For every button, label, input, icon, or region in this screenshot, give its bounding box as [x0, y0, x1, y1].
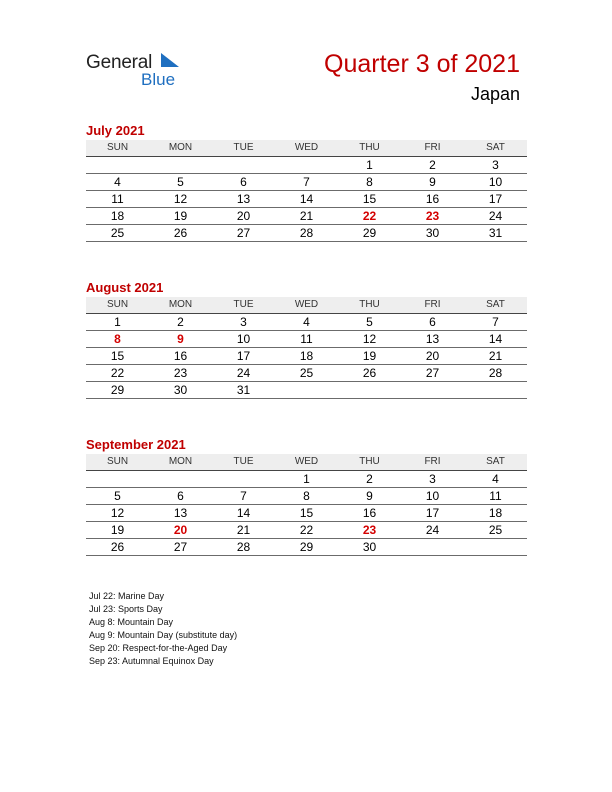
day-cell: [464, 382, 527, 398]
day-cell: 23: [173, 366, 188, 380]
day-cell: 14: [236, 506, 251, 520]
holiday-day-cell: 22: [362, 209, 377, 223]
weekday-header-row: [86, 297, 527, 314]
weekday-label: WED: [294, 142, 319, 153]
month-title: August 2021: [86, 280, 164, 295]
day-cell: 28: [236, 540, 251, 554]
day-cell: 29: [362, 226, 377, 240]
day-cell: 13: [173, 506, 188, 520]
holiday-note: Aug 8: Mountain Day: [89, 617, 174, 627]
day-cell: 16: [173, 349, 188, 363]
day-cell: 24: [488, 209, 503, 223]
day-cell: 12: [110, 506, 125, 520]
weekday-header-row: [86, 140, 527, 157]
day-cell: 15: [110, 349, 125, 363]
day-cell: 6: [240, 175, 247, 189]
day-cell: 17: [425, 506, 440, 520]
week-row: [86, 174, 527, 191]
day-cell: 9: [429, 175, 436, 189]
month-august: [86, 280, 527, 399]
day-cell: 7: [303, 175, 310, 189]
day-cell: 30: [425, 226, 440, 240]
day-cell: [275, 157, 338, 173]
week-row: [86, 522, 527, 539]
week-row: [86, 471, 527, 488]
brand-name-blue: Blue: [141, 70, 176, 89]
holiday-day-cell: 20: [173, 523, 188, 537]
day-cell: 19: [173, 209, 188, 223]
day-cell: 28: [299, 226, 314, 240]
day-cell: 7: [240, 489, 247, 503]
weekday-label: MON: [168, 456, 193, 467]
day-cell: 29: [110, 383, 125, 397]
weekday-label: FRI: [424, 142, 441, 153]
day-cell: 7: [492, 315, 499, 329]
day-cell: 31: [488, 226, 503, 240]
week-row: [86, 505, 527, 522]
weekday-label: MON: [168, 299, 193, 310]
day-cell: 13: [425, 332, 440, 346]
day-cell: 31: [236, 383, 251, 397]
day-cell: 25: [110, 226, 125, 240]
day-cell: 4: [303, 315, 310, 329]
weekday-label: WED: [294, 299, 319, 310]
day-cell: 29: [299, 540, 314, 554]
week-row: [86, 365, 527, 382]
month-title: July 2021: [86, 123, 145, 138]
day-cell: 10: [425, 489, 440, 503]
day-cell: 5: [366, 315, 373, 329]
day-cell: 14: [488, 332, 503, 346]
weekday-label: FRI: [424, 456, 441, 467]
day-cell: 16: [362, 506, 377, 520]
day-cell: 2: [429, 158, 436, 172]
day-cell: 30: [362, 540, 377, 554]
day-cell: 12: [173, 192, 188, 206]
day-cell: [212, 157, 275, 173]
day-cell: 21: [488, 349, 503, 363]
day-cell: 17: [488, 192, 503, 206]
day-cell: 8: [303, 489, 310, 503]
day-cell: 1: [114, 315, 121, 329]
day-cell: 28: [488, 366, 503, 380]
day-cell: 8: [366, 175, 373, 189]
holiday-note: Jul 23: Sports Day: [89, 604, 163, 614]
week-row: [86, 314, 527, 331]
day-cell: 11: [489, 489, 502, 503]
week-row: [86, 539, 527, 556]
day-cell: 6: [429, 315, 436, 329]
day-cell: 27: [236, 226, 251, 240]
week-row: [86, 157, 527, 174]
day-cell: 21: [299, 209, 314, 223]
day-cell: 1: [366, 158, 373, 172]
day-cell: 11: [300, 332, 313, 346]
holiday-day-cell: 23: [362, 523, 377, 537]
day-cell: 18: [488, 506, 503, 520]
day-cell: 21: [236, 523, 251, 537]
weekday-label: SAT: [486, 456, 505, 467]
day-cell: 17: [236, 349, 251, 363]
day-cell: 10: [488, 175, 503, 189]
day-cell: 2: [177, 315, 184, 329]
day-cell: 27: [173, 540, 188, 554]
weekday-label: TUE: [233, 142, 254, 153]
weekday-label: SUN: [106, 299, 129, 310]
weekday-label: SAT: [486, 299, 505, 310]
day-cell: 26: [110, 540, 125, 554]
weekday-label: MON: [168, 142, 193, 153]
weekday-label: THU: [359, 299, 380, 310]
weekday-label: TUE: [233, 299, 254, 310]
day-cell: 14: [299, 192, 314, 206]
week-row: [86, 348, 527, 365]
day-cell: 3: [240, 315, 247, 329]
day-cell: 4: [114, 175, 121, 189]
day-cell: 3: [429, 472, 436, 486]
brand-logo: [86, 50, 196, 90]
day-cell: 11: [111, 192, 124, 206]
day-cell: 24: [425, 523, 440, 537]
weekday-label: SAT: [486, 142, 505, 153]
day-cell: 3: [492, 158, 499, 172]
day-cell: 26: [173, 226, 188, 240]
brand-name-general: General: [86, 52, 153, 73]
day-cell: 30: [173, 383, 188, 397]
day-cell: [464, 539, 527, 555]
weekday-header-row: [86, 454, 527, 471]
day-cell: 27: [425, 366, 440, 380]
day-cell: 6: [177, 489, 184, 503]
week-row: [86, 331, 527, 348]
week-row: [86, 382, 527, 399]
day-cell: 15: [362, 192, 377, 206]
week-row: [86, 191, 527, 208]
holiday-note: Aug 9: Mountain Day (substitute day): [89, 630, 238, 640]
holiday-note: Sep 20: Respect-for-the-Aged Day: [89, 643, 228, 653]
weekday-label: SUN: [106, 142, 129, 153]
week-row: [86, 225, 527, 242]
day-cell: [338, 382, 401, 398]
weekday-label: SUN: [106, 456, 129, 467]
day-cell: 4: [492, 472, 499, 486]
holiday-day-cell: 9: [177, 332, 184, 346]
day-cell: 5: [114, 489, 121, 503]
brand-triangle-icon: [161, 53, 179, 67]
holiday-notes: [89, 590, 237, 668]
holiday-day-cell: 23: [425, 209, 440, 223]
holiday-note: Jul 22: Marine Day: [89, 591, 165, 601]
weekday-label: WED: [294, 456, 319, 467]
day-cell: [212, 471, 275, 487]
week-row: [86, 208, 527, 225]
day-cell: 16: [425, 192, 440, 206]
day-cell: 19: [110, 523, 125, 537]
month-title: September 2021: [86, 437, 186, 452]
day-cell: [86, 471, 149, 487]
day-cell: 24: [236, 366, 251, 380]
week-row: [86, 488, 527, 505]
day-cell: 13: [236, 192, 251, 206]
day-cell: 12: [362, 332, 377, 346]
day-cell: 18: [299, 349, 314, 363]
day-cell: [401, 539, 464, 555]
day-cell: [275, 382, 338, 398]
day-cell: 22: [299, 523, 314, 537]
weekday-label: THU: [359, 456, 380, 467]
day-cell: [149, 157, 212, 173]
day-cell: 5: [177, 175, 184, 189]
holiday-day-cell: 8: [114, 332, 121, 346]
weekday-label: FRI: [424, 299, 441, 310]
day-cell: 1: [303, 472, 310, 486]
month-september: [86, 437, 527, 556]
quarter-title: Quarter 3 of 2021: [324, 50, 520, 78]
country-name: Japan: [470, 84, 520, 104]
day-cell: [401, 382, 464, 398]
day-cell: 25: [488, 523, 503, 537]
holiday-note: Sep 23: Autumnal Equinox Day: [89, 656, 214, 666]
day-cell: 26: [362, 366, 377, 380]
day-cell: 20: [425, 349, 440, 363]
day-cell: 2: [366, 472, 373, 486]
day-cell: 18: [110, 209, 125, 223]
weekday-label: TUE: [233, 456, 254, 467]
day-cell: 19: [362, 349, 377, 363]
day-cell: 25: [299, 366, 314, 380]
day-cell: 22: [110, 366, 125, 380]
day-cell: [86, 157, 149, 173]
day-cell: 20: [236, 209, 251, 223]
weekday-label: THU: [359, 142, 380, 153]
day-cell: 15: [299, 506, 314, 520]
day-cell: 10: [236, 332, 251, 346]
day-cell: [149, 471, 212, 487]
month-july: [86, 123, 527, 242]
day-cell: 9: [366, 489, 373, 503]
